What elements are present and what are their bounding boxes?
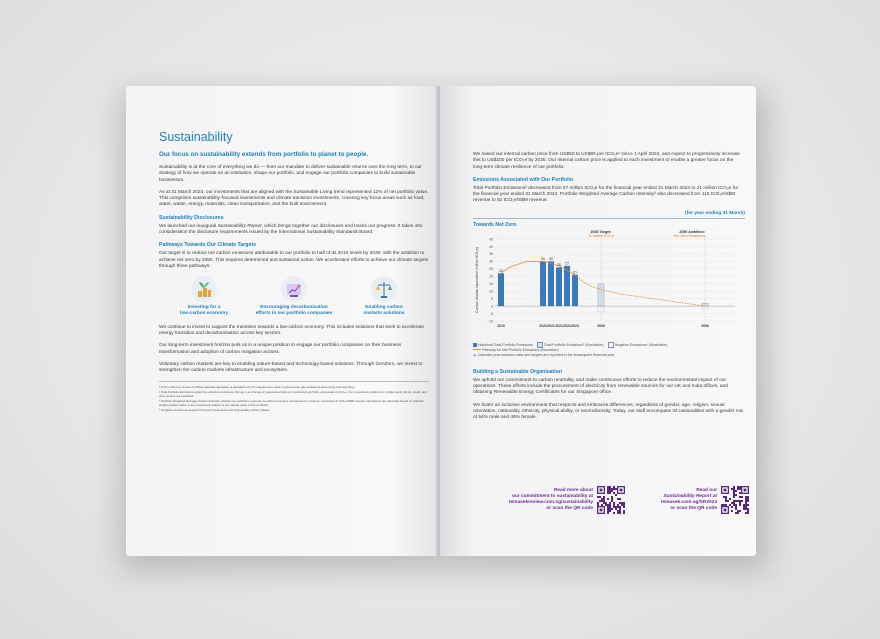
qr-module bbox=[733, 488, 735, 490]
footnote-3: ³ Portfolio Weighted Average Carbon Intensity reflects our portfolio's exposure to carbon-intensive companies by revenue, expressed in tCO₂e/S$M revenue. Emissions are allocated based on portfolio weight (market value of the investment relative to the market value of the portfolio). bbox=[159, 398, 424, 407]
qr-module bbox=[613, 506, 615, 508]
qr-module bbox=[623, 506, 625, 508]
qr-module bbox=[607, 490, 609, 492]
qr-module bbox=[613, 486, 615, 488]
qr-module bbox=[599, 500, 601, 502]
qr-module bbox=[613, 492, 615, 494]
qr-module bbox=[731, 506, 733, 508]
bar-historical bbox=[498, 273, 504, 306]
page-title: Sustainability bbox=[159, 130, 233, 144]
right-page bbox=[440, 86, 756, 556]
annotation-value: Net Zero Emissions bbox=[673, 233, 705, 238]
qr-module bbox=[733, 504, 735, 506]
legend-historical: Historical Total Portfolio Emissions bbox=[478, 342, 533, 347]
data-label: 21 bbox=[573, 270, 577, 275]
qr-module bbox=[739, 496, 741, 498]
qr-module bbox=[745, 498, 747, 500]
qr-module bbox=[735, 512, 737, 514]
continue-paragraph: We continue to invest to support the transition towards a low-carbon economy. This includes solutions that seek to accelerate energy transition and decarbonisation across key sectors. bbox=[159, 324, 425, 337]
y-tick-label: 45 bbox=[489, 237, 493, 242]
qr-module bbox=[747, 496, 749, 498]
y-tick-label: 40 bbox=[489, 244, 493, 249]
qr-module bbox=[731, 502, 733, 504]
qr-finder-core bbox=[744, 489, 747, 492]
qr-module bbox=[733, 494, 735, 496]
qr-module bbox=[619, 502, 621, 504]
qr-text-sustainability: Read more about our commitment to sustainability at temasekreview.com.sg/sustainability or scan the QR code bbox=[495, 488, 593, 512]
qr-module bbox=[735, 494, 737, 496]
qr-module bbox=[725, 496, 727, 498]
qr-module bbox=[725, 498, 727, 500]
x-tick-label: 2022 bbox=[555, 323, 563, 328]
chart-growth-icon bbox=[281, 276, 307, 302]
voluntary-paragraph: Voluntary carbon markets are key to enabling nature-based and technology-based solutions. Through GenZero, we invest to strengthen the carbon markets infrastructure and ecosystem. bbox=[159, 362, 423, 374]
qr-module bbox=[733, 496, 735, 498]
legend-pathway: Pathway for Net Portfolio Emissions (Illustrative) bbox=[482, 347, 559, 352]
y-tick-label: -10 bbox=[487, 319, 493, 324]
x-tick-label: 2020 bbox=[539, 323, 547, 328]
qr-module bbox=[609, 486, 611, 488]
qr-module bbox=[739, 486, 741, 488]
qr-module bbox=[747, 512, 749, 514]
qr-module bbox=[745, 500, 747, 502]
y-tick-label: -5 bbox=[489, 311, 493, 316]
qr-module bbox=[733, 500, 735, 502]
net-zero-chart bbox=[473, 229, 745, 341]
qr-code-sustainability[interactable] bbox=[597, 486, 625, 514]
data-label: 30 bbox=[549, 256, 553, 261]
pathway-carbon-markets bbox=[344, 276, 424, 317]
section-heading-pathways: Pathways Towards Our Climate Targets bbox=[159, 242, 256, 249]
legend-swatch-pathway bbox=[473, 349, 481, 350]
chart-divider bbox=[473, 218, 745, 219]
footnote-2: ² Total Portfolio Emissions reflect the absolute emissions (Scope 1 and Scope 2) associated with our investment portfolio, expressed in tCO₂e. Our investment positions in private equity funds, credit, and other assets are excluded. bbox=[159, 389, 427, 398]
qr-module bbox=[745, 504, 747, 506]
section-heading-emissions: Emissions Associated with Our Portfolio bbox=[473, 176, 574, 183]
qr-module bbox=[613, 488, 615, 490]
section-heading-building: Building a Sustainable Organisation bbox=[473, 368, 563, 375]
x-tick-label: 2050 bbox=[701, 323, 709, 328]
y-tick-label: 5 bbox=[491, 296, 493, 301]
legend-swatch-negative bbox=[608, 342, 614, 348]
y-tick-label: 10 bbox=[489, 289, 493, 294]
qr-module bbox=[609, 510, 611, 512]
legend-total-illustrative: Total Portfolio Emissions² (Illustrative) bbox=[543, 342, 604, 347]
y-tick-label: 30 bbox=[489, 259, 493, 264]
qr-module bbox=[603, 500, 605, 502]
qr-module bbox=[729, 498, 731, 500]
qr-module bbox=[607, 492, 609, 494]
qr-module bbox=[617, 510, 619, 512]
pathways-paragraph: Our target is to reduce net carbon emissions attributable to our portfolio to half of its 2010 levels by 2030, with the ambition to achieve net zero by 2050. This requires determined and sustained action. We accelerated efforts to achieve our climate targets through three pathways: bbox=[159, 251, 429, 269]
legend-negative-illustrative: Negative Emissions⁴ (Illustrative) bbox=[614, 342, 668, 347]
disclosures-paragraph: We launched our inaugural Sustainability Report, which brings together our disclosures and tracks our progress. It takes into consideration the disclosure requirements issued by the International Sustainability Standards Board. bbox=[159, 223, 423, 236]
building-paragraph-2: We foster an inclusive environment that respects and embraces differences, regardless of gender, age, religion, sexual orientation, nationality, ethnicity, physical ability, or neurodiversity. Today, our staff encompass 34 nationalities with a gender mix of 54% male and 46% female. bbox=[473, 402, 744, 421]
qr-module bbox=[617, 512, 619, 514]
emissions-paragraph: Total Portfolio Emissions² decreased from 27 million tCO₂e for the financial year ended 31 March 2023 to 21 million tCO₂e for the financial year ended 31 March 2024. Portfolio Weighted Average Carbon Intensity³ also decreased from 116 tCO₂e/S$M revenue to 92 tCO₂e/S$M revenue. bbox=[473, 185, 739, 204]
qr-module bbox=[605, 502, 607, 504]
qr-module bbox=[611, 500, 613, 502]
qr-module bbox=[733, 502, 735, 504]
qr-module bbox=[613, 512, 615, 514]
qr-module bbox=[623, 510, 625, 512]
x-tick-label: 2021 bbox=[547, 323, 555, 328]
qr-module bbox=[735, 490, 737, 492]
qr-module bbox=[607, 508, 609, 510]
pathway-icons bbox=[159, 276, 429, 317]
y-tick-label: 35 bbox=[489, 251, 493, 256]
qr-module bbox=[741, 496, 743, 498]
report-link[interactable]: temasek.com.sg/SR2024 bbox=[661, 500, 717, 505]
qr-module bbox=[723, 504, 725, 506]
building-paragraph-1: We uphold our commitment to carbon neutrality, and make continuous efforts to reduce the environmental impact of our operations. These efforts include the procurement of electricity from renewable sources for our UK and India offices, and obtaining Renewable Energy Certificates for our Singapore office. bbox=[473, 377, 728, 396]
qr-module bbox=[615, 508, 617, 510]
qr-module bbox=[747, 498, 749, 500]
sustainability-link[interactable]: temasekreview.com.sg/sustainability bbox=[508, 500, 593, 505]
qr-module bbox=[609, 488, 611, 490]
data-label: 26 bbox=[557, 262, 561, 267]
qr-module bbox=[623, 504, 625, 506]
y-tick-label: 15 bbox=[489, 281, 493, 286]
qr-module bbox=[733, 486, 735, 488]
qr-module bbox=[623, 502, 625, 504]
qr-module bbox=[617, 498, 619, 500]
triangle-icon: ▲ bbox=[473, 352, 477, 357]
qr-module bbox=[609, 502, 611, 504]
qr-module bbox=[731, 510, 733, 512]
qr-module bbox=[737, 512, 739, 514]
qr-module bbox=[721, 504, 723, 506]
pathway-line-projected bbox=[575, 275, 705, 306]
qr-module bbox=[617, 506, 619, 508]
qr-module bbox=[739, 504, 741, 506]
qr-module bbox=[607, 498, 609, 500]
qr-module bbox=[601, 500, 603, 502]
carbon-price-paragraph: We raised our internal carbon price from US$50 to US$65 per tCO₂e¹ since 1 April 2024, and expect to progressively increase this to US$100 per tCO₂e by 2030. Our internal carbon price is applied to each investment to enable a greater focus on the long-term climate resilience of our portfolio. bbox=[473, 152, 740, 170]
qr-code-report[interactable] bbox=[721, 486, 749, 514]
qr-module bbox=[601, 504, 603, 506]
page-subhead: Our focus on sustainability extends from portfolio to planet to people. bbox=[159, 151, 369, 158]
qr-module bbox=[615, 488, 617, 490]
pathway-line bbox=[501, 261, 575, 274]
qr-module bbox=[619, 498, 621, 500]
qr-module bbox=[725, 500, 727, 502]
qr-finder-core bbox=[600, 489, 603, 492]
qr-module bbox=[619, 510, 621, 512]
qr-module bbox=[739, 510, 741, 512]
x-tick-label: 2010 bbox=[497, 323, 505, 328]
y-tick-label: 20 bbox=[489, 274, 493, 279]
qr-module bbox=[615, 506, 617, 508]
qr-module bbox=[599, 496, 601, 498]
qr-module bbox=[607, 504, 609, 506]
data-label: 22 bbox=[499, 268, 503, 273]
qr-module bbox=[609, 490, 611, 492]
qr-module bbox=[735, 508, 737, 510]
qr-module bbox=[615, 494, 617, 496]
qr-module bbox=[609, 508, 611, 510]
qr-finder-core bbox=[724, 489, 727, 492]
qr-module bbox=[733, 492, 735, 494]
qr-module bbox=[611, 508, 613, 510]
qr-module bbox=[597, 496, 599, 498]
year-note: (for year ending 31 March) bbox=[685, 210, 745, 216]
y-axis-label: Carbon dioxide equivalent (million tCO₂e) bbox=[475, 246, 479, 313]
bar-historical bbox=[540, 261, 546, 306]
qr-finder-core bbox=[724, 509, 727, 512]
qr-module bbox=[735, 506, 737, 508]
qr-module bbox=[611, 490, 613, 492]
qr-module bbox=[605, 504, 607, 506]
qr-finder-core bbox=[620, 489, 623, 492]
qr-module bbox=[727, 500, 729, 502]
qr-module bbox=[623, 512, 625, 514]
footnote-1: ¹ tCO₂e refers to tonnes of carbon dioxide equivalent, a standard unit of measurement used in greenhouse gas emissions accounting and reporting. bbox=[159, 384, 355, 389]
qr-module bbox=[597, 504, 599, 506]
qr-module bbox=[739, 492, 741, 494]
qr-module bbox=[611, 498, 613, 500]
footnote-divider bbox=[159, 381, 429, 382]
pathway-investing bbox=[164, 276, 244, 317]
qr-module bbox=[619, 512, 621, 514]
qr-module bbox=[747, 508, 749, 510]
y-tick-label: 0 bbox=[491, 304, 493, 309]
chart-legend bbox=[473, 342, 745, 358]
qr-module bbox=[617, 504, 619, 506]
qr-module bbox=[743, 504, 745, 506]
qr-module bbox=[737, 486, 739, 488]
qr-module bbox=[733, 490, 735, 492]
legend-note: Calendar year emission data and targets are reported in the subsequent financial year bbox=[477, 352, 615, 357]
qr-module bbox=[739, 488, 741, 490]
x-tick-label: 2023 bbox=[563, 323, 571, 328]
qr-module bbox=[737, 500, 739, 502]
pathway-decarbonisation bbox=[254, 276, 334, 317]
qr-module bbox=[747, 504, 749, 506]
qr-module bbox=[745, 512, 747, 514]
qr-module bbox=[611, 488, 613, 490]
qr-module bbox=[607, 488, 609, 490]
pathway-decarbonisation-label: Encouraging decarbonisation efforts in our portfolio companies bbox=[255, 305, 333, 317]
qr-module bbox=[739, 500, 741, 502]
qr-finder-core bbox=[600, 509, 603, 512]
footnote-4: ⁴ Negative emissions acquired through investments and high-quality carbon offsets. bbox=[159, 407, 270, 412]
plant-coins-icon bbox=[191, 276, 217, 302]
qr-module bbox=[731, 488, 733, 490]
qr-module bbox=[607, 486, 609, 488]
qr-module bbox=[603, 496, 605, 498]
annotation-value: 11 million tCO₂e bbox=[588, 233, 614, 238]
data-label: 27 bbox=[565, 261, 569, 266]
left-page bbox=[126, 86, 438, 556]
qr-module bbox=[739, 502, 741, 504]
qr-module bbox=[619, 506, 621, 508]
qr-module bbox=[607, 510, 609, 512]
qr-module bbox=[601, 498, 603, 500]
qr-module bbox=[619, 508, 621, 510]
qr-module bbox=[741, 500, 743, 502]
qr-module bbox=[609, 504, 611, 506]
qr-module bbox=[621, 502, 623, 504]
qr-module bbox=[613, 504, 615, 506]
y-tick-label: 25 bbox=[489, 266, 493, 271]
qr-section bbox=[473, 486, 745, 524]
bar-historical bbox=[572, 275, 578, 306]
qr-module bbox=[729, 504, 731, 506]
qr-module bbox=[745, 496, 747, 498]
qr-module bbox=[747, 510, 749, 512]
intro-paragraph-1: Sustainability is at the core of everything we do — from our mandate to deliver sustainable returns over the long term, to our strategy of how we operate as an institution, shape our portfolio, and engage our portfolio companies to build sustainable businesses. bbox=[159, 165, 422, 183]
qr-module bbox=[607, 512, 609, 514]
x-tick-label: 2024 bbox=[571, 323, 579, 328]
qr-module bbox=[609, 506, 611, 508]
qr-module bbox=[607, 506, 609, 508]
x-tick-label: 2030 bbox=[597, 323, 605, 328]
pathway-investing-label: Investing for a low-carbon economy bbox=[180, 305, 228, 317]
qr-module bbox=[603, 502, 605, 504]
qr-module bbox=[621, 504, 623, 506]
intro-paragraph-2: As at 31 March 2024, our investments that are aligned with the Sustainable Living trend represented 12% of net portfolio value. This comprises sustainability-focused investments and climate transition investments, covering key focus areas such as food, water, waste, energy, materials, clean transportation, and the built environment. bbox=[159, 189, 429, 208]
qr-module bbox=[611, 496, 613, 498]
qr-module bbox=[597, 502, 599, 504]
qr-module bbox=[613, 502, 615, 504]
qr-module bbox=[735, 504, 737, 506]
qr-text-report: Read our Sustainability Report at temasek.com.sg/SR2024 or scan the QR code bbox=[629, 488, 717, 512]
qr-module bbox=[723, 496, 725, 498]
legend-swatch-historical bbox=[473, 343, 477, 347]
bar-historical bbox=[556, 267, 562, 306]
qr-module bbox=[609, 492, 611, 494]
qr-module bbox=[743, 508, 745, 510]
qr-module bbox=[747, 500, 749, 502]
long-term-paragraph: Our long-term investment horizon puts us in a unique position to engage our portfolio companies on their business transformation and adoption of carbon mitigation actions. bbox=[159, 343, 402, 355]
qr-module bbox=[725, 504, 727, 506]
annotation-title: 2050 Ambition: bbox=[679, 229, 705, 234]
qr-module bbox=[603, 498, 605, 500]
chart-title: Towards Net Zero bbox=[473, 221, 517, 228]
qr-module bbox=[745, 506, 747, 508]
qr-module bbox=[745, 508, 747, 510]
annotation-title: 2030 Target: bbox=[590, 229, 612, 234]
qr-module bbox=[737, 510, 739, 512]
qr-module bbox=[745, 502, 747, 504]
bar-historical bbox=[548, 261, 554, 306]
qr-module bbox=[735, 500, 737, 502]
section-heading-disclosures: Sustainability Disclosures bbox=[159, 214, 224, 221]
balance-scale-icon bbox=[371, 276, 397, 302]
qr-module bbox=[743, 506, 745, 508]
qr-module bbox=[737, 488, 739, 490]
pathway-carbon-markets-label: Enabling carbon markets solutions bbox=[363, 305, 405, 317]
data-label: 30 bbox=[541, 256, 545, 261]
